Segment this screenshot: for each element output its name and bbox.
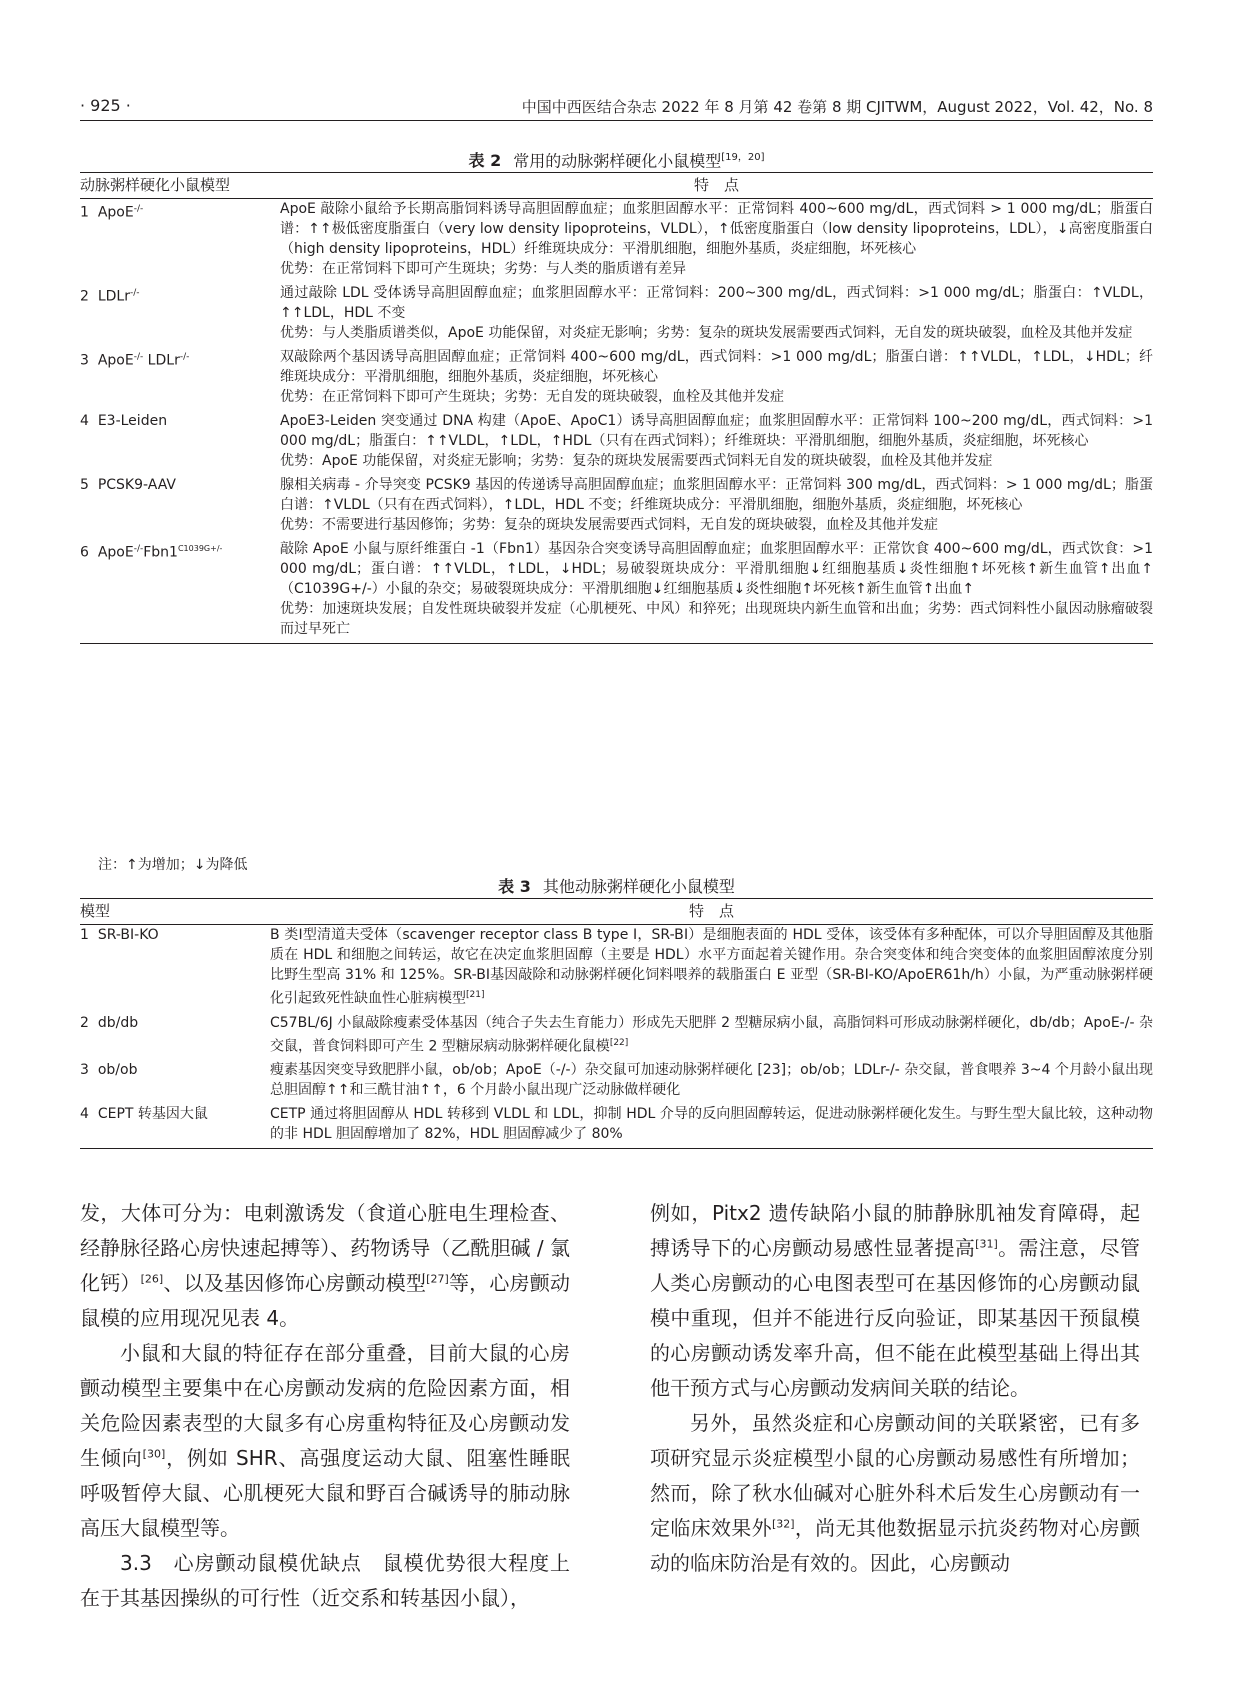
table-row bbox=[80, 283, 1153, 343]
feature-line: 优势：ApoE 功能保留，对炎症无影响；劣势：复杂的斑块发展需要西式饲料无自发的斑块破裂，血栓及其他并发症 bbox=[280, 453, 993, 469]
feature-cell bbox=[270, 925, 1153, 1009]
table3-label: 表 3 bbox=[498, 877, 531, 896]
model-sup: -/- bbox=[133, 204, 144, 214]
model-name: ApoE bbox=[97, 204, 134, 221]
feature-line: 优势：在正常饲料下即可产生斑块；劣势：与人类的脂质谱有差异 bbox=[280, 261, 686, 277]
text-run: 另外，虽然炎症和心房颤动间的关联紧密，已有多项研究显示炎症模型小鼠的心房颤动易感性有所增加；然而，除了秋水仙碱对心脏外科术后发生心房颤动有一定临床效果外 bbox=[650, 1411, 1140, 1540]
model-name-2: LDLr bbox=[143, 352, 180, 369]
row-number: 2 bbox=[80, 288, 89, 305]
body-left-column bbox=[80, 1196, 570, 1616]
text-run: 例如，Pitx2 遗传缺陷小鼠的肺静脉肌袖发育障碍，起搏诱导下的心房颤动易感性显著提高 bbox=[650, 1201, 1140, 1260]
citation-ref: [30] bbox=[142, 1447, 166, 1461]
model-cell bbox=[80, 925, 270, 1009]
table3 bbox=[80, 898, 1153, 1149]
model-cell bbox=[80, 475, 280, 535]
feature-cell bbox=[270, 1104, 1153, 1149]
feature-cell bbox=[280, 539, 1153, 644]
feature-text: C57BL/6J 小鼠敲除瘦素受体基因（纯合子失去生育能力）形成先天肥胖 2 型糖尿病小鼠，高脂饲料可形成动脉粥样硬化，db/db；ApoE-/- 杂交鼠，普食饲料即可产生 2 型糖尿病动脉粥样硬化鼠模 bbox=[270, 1014, 1153, 1055]
model-name: E3-Leiden bbox=[97, 413, 168, 429]
feature-cell bbox=[280, 347, 1153, 407]
row-number: 4 bbox=[80, 1106, 89, 1123]
row-number: 1 bbox=[80, 204, 89, 221]
feature-text: CETP 通过将胆固醇从 HDL 转移到 VLDL 和 LDL，抑制 HDL 介导的反向胆固醇转运，促进动脉粥样硬化发生。与野生型大鼠比较，这种动物的非 HDL 胆固醇增加了 82%，HDL 胆固醇减少了 80% bbox=[270, 1106, 1153, 1143]
table-row bbox=[80, 475, 1153, 535]
text-run: 发，大体可分为：电刺激诱发（食道心脏电生理检查、经静脉径路心房快速起搏等）、药物诱导（乙酰胆碱 / 氯化钙） bbox=[80, 1201, 570, 1295]
paragraph bbox=[80, 1196, 570, 1336]
model-cell bbox=[80, 539, 280, 644]
model-name: ApoE bbox=[97, 544, 134, 561]
row-number: 3 bbox=[80, 1062, 89, 1079]
table2-label: 表 2 bbox=[468, 151, 502, 171]
row-number: 3 bbox=[80, 352, 89, 369]
citation-ref: [31] bbox=[975, 1237, 998, 1251]
text-run: 、以及基因修饰心房颤动模型 bbox=[163, 1271, 427, 1295]
row-number: 2 bbox=[80, 1014, 89, 1031]
row-number: 6 bbox=[80, 544, 89, 561]
citation-ref: [21] bbox=[466, 990, 485, 1000]
model-name: ob/ob bbox=[97, 1062, 138, 1079]
text-run: ，例如 SHR、高强度运动大鼠、阻塞性睡眠呼吸暂停大鼠、心肌梗死大鼠和野百合碱诱导的肺动脉高压大鼠模型等。 bbox=[80, 1446, 570, 1540]
feature-cell bbox=[280, 475, 1153, 535]
feature-line: 优势：不需要进行基因修饰；劣势：复杂的斑块发展需要西式饲料，无自发的斑块破裂，血栓及其他并发症 bbox=[280, 517, 938, 533]
table3-header-row bbox=[80, 899, 1153, 925]
model-sup-2: -/- bbox=[179, 352, 190, 362]
model-sup: -/- bbox=[133, 544, 144, 554]
model-name: LDLr bbox=[97, 288, 130, 305]
model-name: CEPT 转基因大鼠 bbox=[97, 1106, 208, 1123]
table-row bbox=[80, 347, 1153, 407]
model-sup: -/- bbox=[129, 288, 140, 298]
feature-text: B 类Ⅰ型清道夫受体（scavenger receptor class B type Ⅰ，SR-BⅠ）是细胞表面的 HDL 受体，该受体有多种配体，可以介导胆固醇及其他脂质在 HDL 和细胞之间转运，故它在决定血浆胆固醇（主要是 HDL）水平方面起着关键作用。杂合突变体和纯合突变体的血浆胆固醇浓度分别比野生型高 31% 和 125%。SR-BⅠ基因敲除和动脉粥样硬化饲料喂养的载脂蛋白 E 亚型（SR-BI-KO/ApoER61h/h）小鼠，为严重动脉粥样硬化引起致死性缺血性心脏病模型 bbox=[270, 927, 1153, 1007]
text-run: ，尚无其他数据显示抗炎药物对心房颤动的临床防治是有效的。因此，心房颤动 bbox=[650, 1516, 1141, 1575]
model-cell bbox=[80, 347, 280, 407]
feature-cell bbox=[280, 199, 1153, 280]
paragraph bbox=[650, 1406, 1140, 1581]
table-row bbox=[80, 1013, 1153, 1057]
citation-ref: [26] bbox=[140, 1272, 164, 1286]
table2-note: 注：↑为增加；↓为降低 bbox=[98, 857, 248, 873]
table2-col2-header: 特 点 bbox=[280, 173, 1153, 199]
header-rule bbox=[80, 120, 1153, 121]
feature-line: 优势：在正常饲料下即可产生斑块；劣势：无自发的斑块破裂，血栓及其他并发症 bbox=[280, 389, 784, 405]
row-number: 4 bbox=[80, 413, 89, 429]
row-number: 1 bbox=[80, 927, 89, 943]
page-number: · 925 · bbox=[80, 96, 131, 115]
model-name: db/db bbox=[97, 1014, 139, 1031]
citation-ref: [27] bbox=[426, 1272, 449, 1286]
table-row bbox=[80, 1104, 1153, 1149]
table2-caption bbox=[80, 148, 1153, 171]
table2-ref: [19，20] bbox=[721, 152, 765, 163]
feature-line: 双敲除两个基因诱导高胆固醇血症；正常饲料 400~600 mg/dL，西式饲料：>1 000 mg/dL；脂蛋白谱：↑↑VLDL，↑LDL，↓HDL；纤维斑块成分：平滑肌细胞，细胞外基质，炎症细胞，坏死核心 bbox=[280, 349, 1153, 385]
model-cell bbox=[80, 1060, 270, 1100]
feature-line: 腺相关病毒 - 介导突变 PCSK9 基因的传递诱导高胆固醇血症；血浆胆固醇水平：正常饲料 300 mg/dL，西式饲料：> 1 000 mg/dL；脂蛋白谱：↑VLDL（只有在西式饲料），↑LDL，HDL 不变；纤维斑块成分：平滑肌细胞，细胞外基质，炎症细胞，坏死核心 bbox=[280, 477, 1153, 513]
feature-line: ApoE3-Leiden 突变通过 DNA 构建（ApoE、ApoC1）诱导高胆固醇血症；血浆胆固醇水平：正常饲料 100~200 mg/dL，西式饲料：>1 000 mg/dL；脂蛋白：↑↑VLDL，↑LDL，↑HDL（只有在西式饲料）；纤维斑块：平滑肌细胞，细胞外基质，炎症细胞，坏死核心 bbox=[280, 413, 1153, 449]
table3-title: 其他动脉粥样硬化小鼠模型 bbox=[542, 877, 735, 896]
table-row bbox=[80, 539, 1153, 644]
citation-ref: [32] bbox=[771, 1517, 795, 1531]
table3-col1-header: 模型 bbox=[80, 899, 270, 925]
text-run: 。需注意，尽管人类心房颤动的心电图表型可在基因修饰的心房颤动鼠模中重现，但并不能进行反向验证，即某基因干预鼠模的心房颤动诱发率升高，但不能在此模型基础上得出其他干预方式与心房颤动发病间关联的结论。 bbox=[650, 1236, 1141, 1400]
model-cell bbox=[80, 1013, 270, 1057]
feature-text: 瘦素基因突变导致肥胖小鼠，ob/ob；ApoE（-/-）杂交鼠可加速动脉粥样硬化 [23]；ob/ob；LDLr-/- 杂交鼠，普食喂养 3~4 个月龄小鼠出现总胆固醇↑↑和三酰甘油↑↑，6 个月龄小鼠出现广泛动脉做样硬化 bbox=[270, 1062, 1153, 1099]
table2-col1-header: 动脉粥样硬化小鼠模型 bbox=[80, 173, 280, 199]
feature-line: ApoE 敲除小鼠给予长期高脂饲料诱导高胆固醇血症；血浆胆固醇水平：正常饲料 400~600 mg/dL，西式饲料 > 1 000 mg/dL；脂蛋白谱：↑↑极低密度脂蛋白（very low density lipoproteins，VLDL），↑低密度脂蛋白（low density lipoproteins，LDL），↓高密度脂蛋白（high density lipoproteins，HDL）纤维斑块成分：平滑肌细胞，细胞外基质，炎症细胞，坏死核心 bbox=[280, 201, 1153, 257]
feature-cell bbox=[280, 411, 1153, 471]
body-right-column bbox=[650, 1196, 1140, 1581]
model-sup-2: C1039G+/- bbox=[177, 544, 223, 553]
citation-ref: [22] bbox=[609, 1037, 629, 1048]
table-row bbox=[80, 199, 1153, 280]
model-name: SR-BI-KO bbox=[97, 927, 159, 943]
feature-line: 优势：加速斑块发展；自发性斑块破裂并发症（心肌梗死、中风）和猝死；出现斑块内新生血管和出血；劣势：西式饲料性小鼠因动脉瘤破裂而过早死亡 bbox=[280, 601, 1153, 637]
table-row bbox=[80, 925, 1153, 1009]
model-cell bbox=[80, 283, 280, 343]
model-name-2: Fbn1 bbox=[143, 544, 178, 561]
model-cell bbox=[80, 199, 280, 280]
text-run: 等，心房颤动鼠模的应用现况见表 4。 bbox=[80, 1271, 571, 1330]
table3-col2-header: 特 点 bbox=[270, 899, 1153, 925]
table2 bbox=[80, 172, 1153, 644]
model-name: PCSK9-AAV bbox=[97, 477, 176, 493]
model-cell bbox=[80, 1104, 270, 1149]
feature-line: 优势：与人类脂质谱类似，ApoE 功能保留，对炎症无影响；劣势：复杂的斑块发展需要西式饲料，无自发的斑块破裂，血栓及其他并发症 bbox=[280, 325, 1133, 341]
feature-cell bbox=[270, 1060, 1153, 1100]
table-row bbox=[80, 411, 1153, 471]
paragraph bbox=[80, 1336, 570, 1546]
model-sup: -/- bbox=[133, 352, 144, 362]
feature-line: 通过敲除 LDL 受体诱导高胆固醇血症；血浆胆固醇水平：正常饲料：200~300 mg/dL，西式饲料：>1 000 mg/dL；脂蛋白：↑VLDL，↑↑LDL，HDL 不变 bbox=[280, 285, 1153, 321]
text-run: 小鼠和大鼠的特征存在部分重叠，目前大鼠的心房颤动模型主要集中在心房颤动发病的危险因素方面，相关危险因素表型的大鼠多有心房重构特征及心房颤动发生倾向 bbox=[80, 1341, 570, 1470]
table2-title: 常用的动脉粥样硬化小鼠模型 bbox=[513, 151, 722, 171]
table-row bbox=[80, 1060, 1153, 1100]
feature-cell bbox=[270, 1013, 1153, 1057]
feature-line: 敲除 ApoE 小鼠与原纤维蛋白 -1（Fbn1）基因杂合突变诱导高胆固醇血症；血浆胆固醇水平：正常饮食 400~600 mg/dL，西式饮食：>1 000 mg/dL；蛋白谱：↑↑VLDL，↑LDL，↓HDL；易破裂斑块成分：平滑肌细胞↓红细胞基质↓炎性细胞↑坏死核↑新生血管↑出血↑（C1039G+/-）小鼠的杂交；易破裂斑块成分：平滑肌细胞↓红细胞基质↓炎性细胞↑坏死核↑新生血管↑出血↑ bbox=[280, 541, 1153, 597]
paragraph bbox=[650, 1196, 1140, 1406]
table2-header-row bbox=[80, 173, 1153, 199]
model-name: ApoE bbox=[97, 352, 134, 369]
feature-cell bbox=[280, 283, 1153, 343]
journal-header: 中国中西医结合杂志 2022 年 8 月第 42 卷第 8 期 CJITWM，August 2022，Vol. 42，No. 8 bbox=[521, 98, 1153, 116]
table3-caption bbox=[80, 874, 1153, 897]
model-cell bbox=[80, 411, 280, 471]
section-paragraph: 3.3 心房颤动鼠模优缺点 鼠模优势很大程度上在于其基因操纵的可行性（近交系和转基因小鼠）， bbox=[80, 1551, 570, 1610]
row-number: 5 bbox=[80, 477, 89, 493]
